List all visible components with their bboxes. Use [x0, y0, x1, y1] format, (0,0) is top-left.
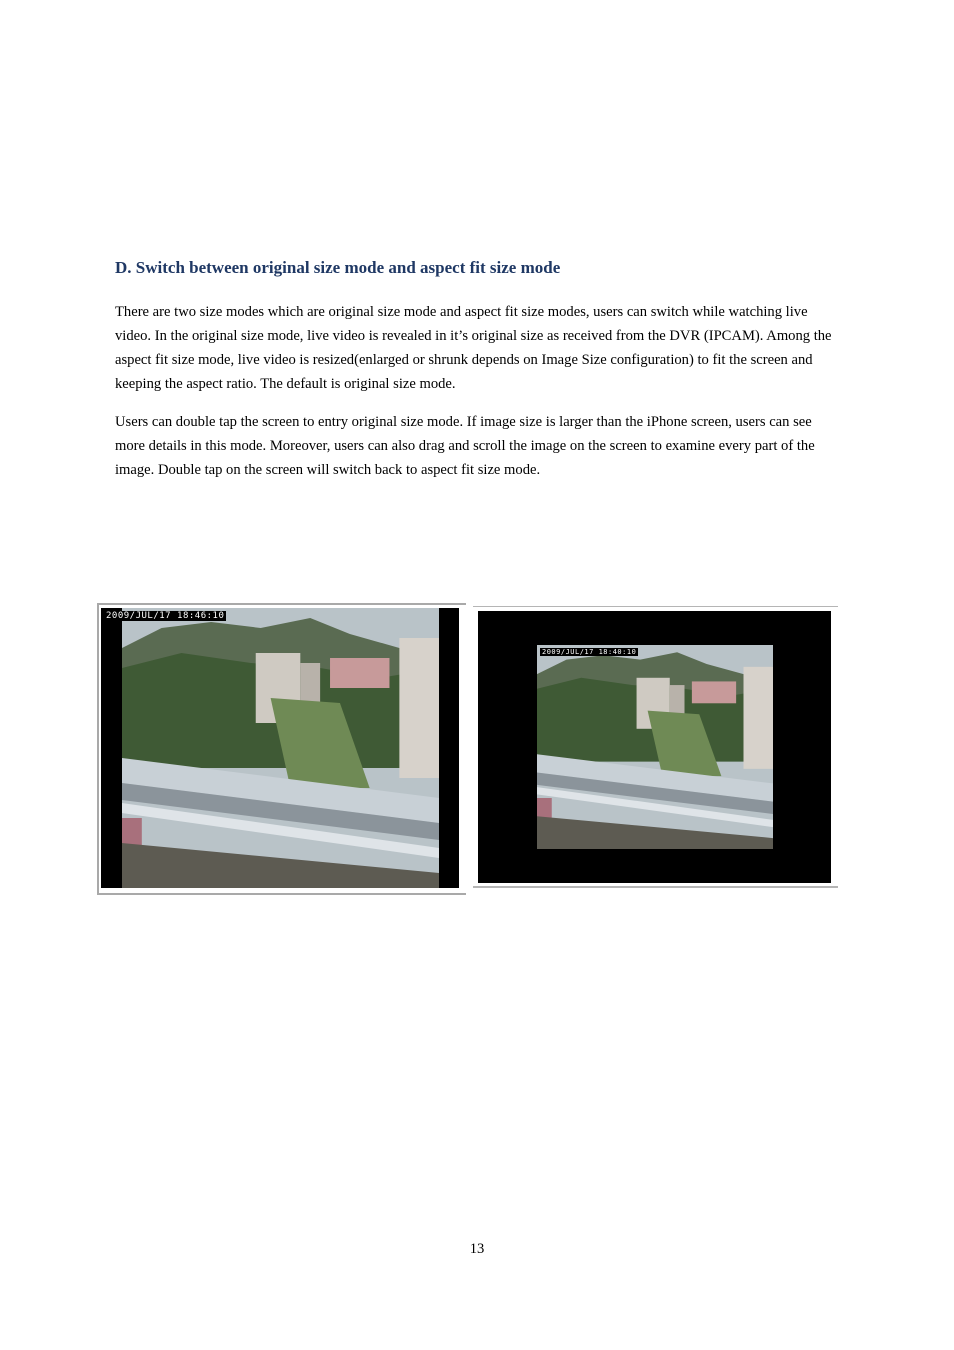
city-scene-image: [122, 608, 439, 888]
city-scene-image: [537, 645, 773, 849]
aspect-fit-screenshot: [473, 606, 838, 888]
camera-image: [122, 608, 439, 888]
paragraph-double-tap: Users can double tap the screen to entry original size mode. If image size is larger than the iPhone screen, users can see more details in this mode. Moreover, users can also drag and scroll the image on the screen to examine every part of the image. Double tap on the screen will switch back to aspect fit size mode.: [115, 414, 815, 478]
timestamp-overlay: 2009/JUL/17 18:40:10: [542, 648, 637, 656]
original-size-screenshot: [97, 603, 466, 895]
video-screen: [101, 608, 459, 888]
section-heading: D. Switch between original size mode and aspect fit size mode: [115, 258, 561, 277]
video-screen: [478, 611, 831, 883]
camera-image: [537, 645, 773, 849]
paragraph-size-modes: There are two size modes which are original size mode and aspect fit size modes, users can switch while watching live video. In the original size mode, live video is revealed in it’s original size as received from the DVR (IPCAM). Among the aspect fit size mode, live video is resized(enlarged or shrunk depends on Image Size configuration) to fit the screen and keeping the aspect ratio. The default is original size mode.: [115, 304, 832, 392]
timestamp-overlay: 2009/JUL/17 18:46:10: [106, 611, 225, 621]
page-number: 13: [469, 1241, 485, 1257]
